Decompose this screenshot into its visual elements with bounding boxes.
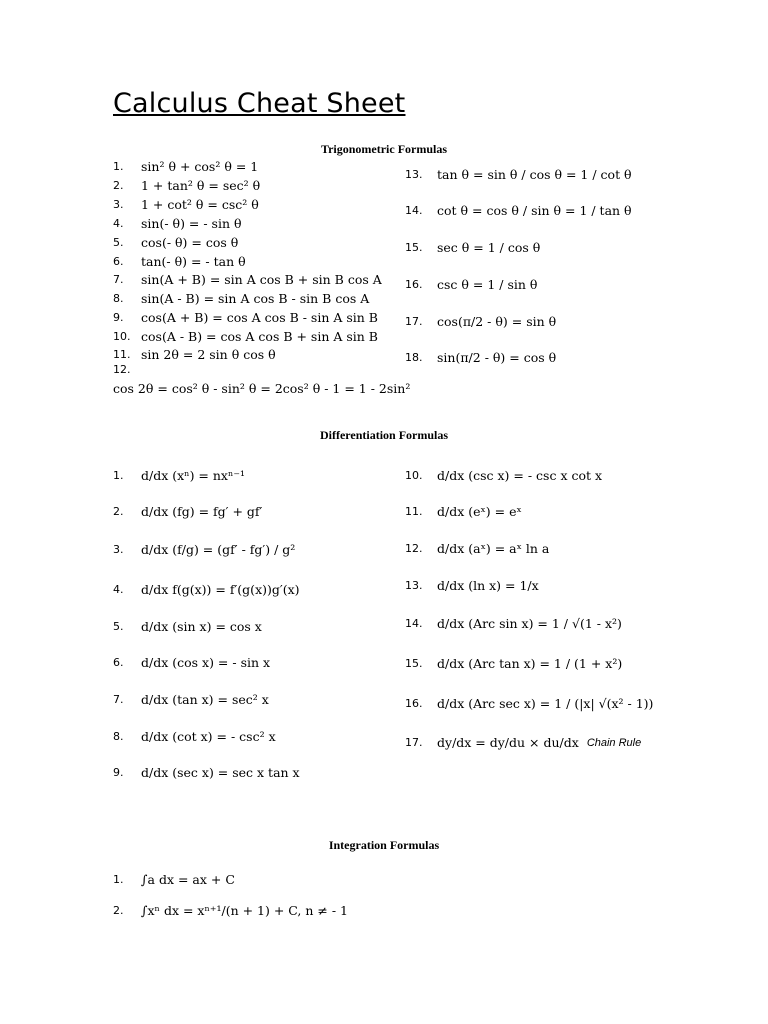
- formula-number: 1.: [113, 469, 124, 482]
- formula-number: 11.: [113, 348, 131, 361]
- formula-expression: cos(A - B) = cos A cos B + sin A sin B: [141, 329, 378, 344]
- trig-formula-5: [113, 235, 238, 250]
- trig-formula-3: [113, 197, 259, 212]
- formula-expression: d/dx (tan x) = sec² x: [141, 692, 269, 707]
- formula-expression: d/dx (cos x) = - sin x: [141, 655, 271, 670]
- trig-formula-12-expression: [113, 381, 410, 396]
- formula-expression: cos 2θ = cos² θ - sin² θ = 2cos² θ - 1 = 1 - 2sin²: [113, 381, 411, 396]
- formula-number: 12.: [405, 542, 423, 555]
- diff-formula-1: [113, 468, 245, 483]
- formula-expression: d/dx (xⁿ) = nxⁿ⁻¹: [141, 468, 245, 483]
- diff-formula-10: [405, 468, 602, 483]
- formula-number: 3.: [113, 198, 124, 211]
- formula-number: 1.: [113, 873, 124, 886]
- trig-formula-16: [405, 277, 537, 292]
- formula-expression: 1 + tan² θ = sec² θ: [141, 178, 261, 193]
- formula-expression: d/dx (Arc tan x) = 1 / (1 + x²): [437, 656, 623, 671]
- trig-heading: Trigonometric Formulas: [320, 142, 448, 156]
- trig-formula-1: [113, 159, 258, 174]
- formula-number: 8.: [113, 730, 124, 743]
- formula-number: 14.: [405, 204, 423, 217]
- diff-formula-4: [113, 582, 300, 597]
- integ-formula-2: [113, 903, 348, 918]
- chain-rule-label: Chain Rule: [586, 736, 642, 749]
- trig-formula-6: [113, 254, 246, 269]
- formula-expression: d/dx (Arc sin x) = 1 / √(1 - x²): [437, 616, 622, 631]
- formula-expression: cot θ = cos θ / sin θ = 1 / tan θ: [437, 203, 632, 218]
- formula-number: 5.: [113, 620, 124, 633]
- formula-number: 8.: [113, 292, 124, 305]
- diff-formula-9: [113, 765, 300, 780]
- trig-formula-17: [405, 314, 556, 329]
- formula-expression: dy/dx = dy/du × du/dx: [437, 735, 579, 750]
- formula-number: 17.: [405, 315, 423, 328]
- formula-expression: 1 + cot² θ = csc² θ: [141, 197, 259, 212]
- formula-number: 15.: [405, 657, 423, 670]
- formula-number: 9.: [113, 311, 124, 324]
- formula-expression: sin(A + B) = sin A cos B + sin B cos A: [141, 272, 382, 287]
- formula-number: 13.: [405, 579, 423, 592]
- trig-formula-10: [113, 329, 378, 344]
- trig-formula-15: [405, 240, 540, 255]
- diff-formula-3: [113, 542, 295, 557]
- formula-expression: cos(A + B) = cos A cos B - sin A sin B: [141, 310, 378, 325]
- trig-formula-14: [405, 203, 632, 218]
- formula-number: 16.: [405, 697, 423, 710]
- formula-number: 4.: [113, 217, 124, 230]
- diff-formula-2: [113, 504, 262, 519]
- formula-expression: sin(A - B) = sin A cos B - sin B cos A: [141, 291, 370, 306]
- formula-number: 13.: [405, 168, 423, 181]
- formula-number: 11.: [405, 505, 423, 518]
- formula-number: 2.: [113, 179, 124, 192]
- formula-number: 18.: [405, 351, 423, 364]
- formula-expression: d/dx (fg) = fg′ + gf′: [141, 504, 263, 519]
- formula-expression: ∫a dx = ax + C: [141, 872, 235, 887]
- formula-expression: d/dx (sin x) = cos x: [141, 619, 262, 634]
- formula-expression: cos(- θ) = cos θ: [141, 235, 239, 250]
- diff-formula-11: [405, 504, 522, 519]
- formula-number: 9.: [113, 766, 124, 779]
- formula-expression: d/dx (csc x) = - csc x cot x: [437, 468, 603, 483]
- trig-formula-8: [113, 291, 369, 306]
- formula-number: 10.: [405, 469, 423, 482]
- formula-number: 4.: [113, 583, 124, 596]
- formula-number: 6.: [113, 255, 124, 268]
- formula-expression: d/dx (aˣ) = aˣ ln a: [437, 541, 550, 556]
- integ-formula-1: [113, 872, 235, 887]
- integ-heading: Integration Formulas: [328, 838, 440, 852]
- trig-formula-11: [113, 347, 276, 362]
- formula-expression: sin(- θ) = - sin θ: [141, 216, 242, 231]
- trig-formula-18: [405, 350, 556, 365]
- diff-formula-6: [113, 655, 270, 670]
- formula-expression: d/dx (eˣ) = eˣ: [437, 504, 522, 519]
- trig-formula-7: [113, 272, 382, 287]
- formula-expression: sin 2θ = 2 sin θ cos θ: [141, 347, 276, 362]
- diff-formula-13: [405, 578, 539, 593]
- page-title: Calculus Cheat Sheet: [113, 88, 406, 119]
- formula-expression: d/dx (Arc sec x) = 1 / (|x| √(x² - 1)): [437, 696, 654, 711]
- formula-number: 1.: [113, 160, 124, 173]
- formula-expression: tan θ = sin θ / cos θ = 1 / cot θ: [437, 167, 632, 182]
- formula-expression: csc θ = 1 / sin θ: [437, 277, 538, 292]
- diff-heading: Differentiation Formulas: [319, 428, 449, 442]
- formula-number: 6.: [113, 656, 124, 669]
- formula-number: 14.: [405, 617, 423, 630]
- formula-expression: d/dx (ln x) = 1/x: [437, 578, 539, 593]
- formula-number: 10.: [113, 330, 131, 343]
- formula-number: 12.: [113, 363, 131, 376]
- formula-number: 7.: [113, 273, 124, 286]
- formula-expression: cos(π/2 - θ) = sin θ: [437, 314, 557, 329]
- formula-expression: sin(π/2 - θ) = cos θ: [437, 350, 557, 365]
- trig-formula-2: [113, 178, 260, 193]
- formula-number: 17.: [405, 736, 423, 749]
- formula-expression: d/dx (cot x) = - csc² x: [141, 729, 276, 744]
- trig-formula-9: [113, 310, 378, 325]
- diff-formula-16: [405, 696, 653, 711]
- diff-formula-5: [113, 619, 262, 634]
- formula-number: 2.: [113, 904, 124, 917]
- formula-number: 15.: [405, 241, 423, 254]
- formula-number: 3.: [113, 543, 124, 556]
- diff-formula-15: [405, 656, 622, 671]
- formula-expression: d/dx (sec x) = sec x tan x: [141, 765, 300, 780]
- formula-expression: sin² θ + cos² θ = 1: [141, 159, 259, 174]
- formula-number: 7.: [113, 693, 124, 706]
- formula-number: 2.: [113, 505, 124, 518]
- formula-expression: ∫xⁿ dx = xⁿ⁺¹/(n + 1) + C, n ≠ - 1: [141, 903, 348, 918]
- formula-expression: d/dx (f/g) = (gf′ - fg′) / g²: [141, 542, 296, 557]
- diff-formula-17: [405, 735, 641, 750]
- formula-expression: tan(- θ) = - tan θ: [141, 254, 246, 269]
- formula-number: 5.: [113, 236, 124, 249]
- trig-formula-12: [113, 363, 139, 376]
- diff-formula-7: [113, 692, 269, 707]
- trig-formula-4: [113, 216, 242, 231]
- diff-formula-12: [405, 541, 549, 556]
- trig-formula-13: [405, 167, 632, 182]
- diff-formula-8: [113, 729, 276, 744]
- formula-expression: sec θ = 1 / cos θ: [437, 240, 541, 255]
- formula-expression: d/dx f(g(x)) = f′(g(x))g′(x): [141, 582, 300, 597]
- diff-formula-14: [405, 616, 622, 631]
- formula-number: 16.: [405, 278, 423, 291]
